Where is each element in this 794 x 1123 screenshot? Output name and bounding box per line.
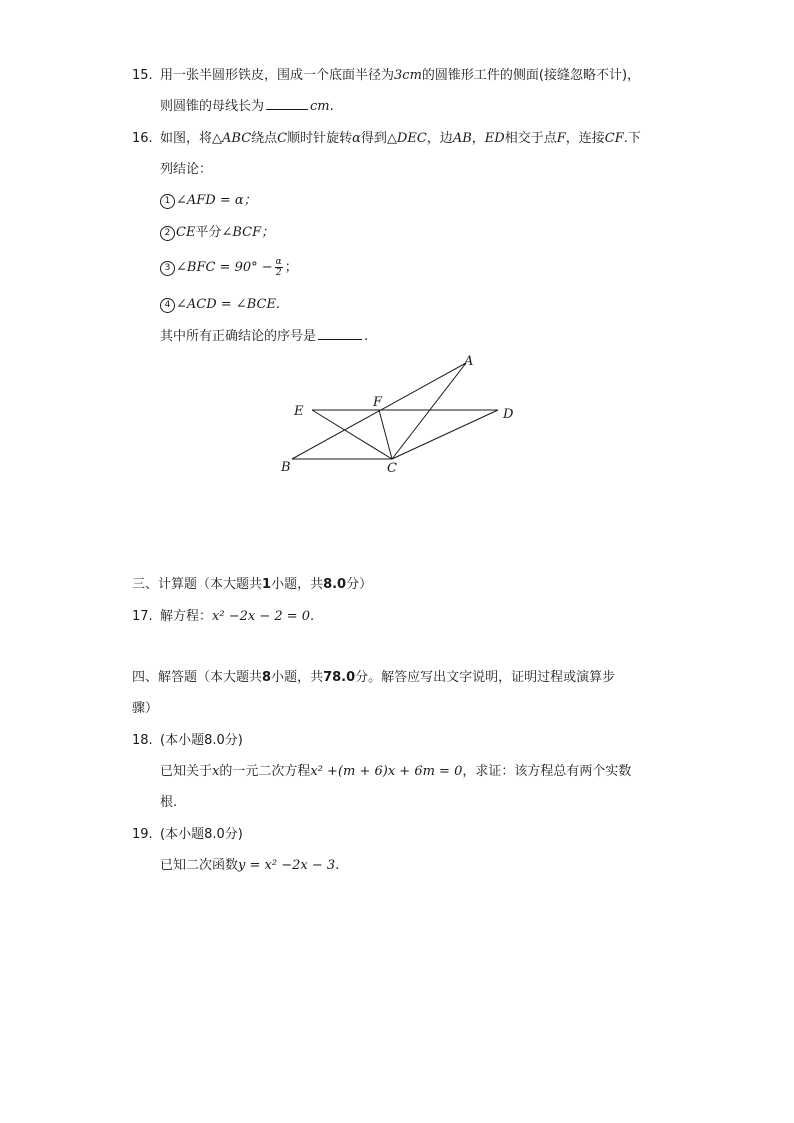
q15-period: . <box>329 99 334 114</box>
q15-text: 用一张半圆形铁皮，围成一个底面半径为 <box>160 68 395 83</box>
circled-number-4: 4 <box>160 298 175 313</box>
q18-number: 18. <box>132 733 153 748</box>
section3-text: 三、计算题（本大题共 <box>132 577 263 592</box>
section-3-heading <box>132 575 372 595</box>
label-e: E <box>294 404 304 419</box>
q16-point-f: F <box>556 131 566 146</box>
q15-radius: 3cm <box>394 68 422 83</box>
q16-item3-end: ； <box>284 260 298 275</box>
q18-points: (本小题8.0分) <box>160 733 243 748</box>
section4-score: 78.0 <box>323 670 356 685</box>
circled-number-3: 3 <box>160 261 175 276</box>
label-c: C <box>387 461 397 476</box>
q16-text: 如图，将 <box>160 131 213 146</box>
q16-comma: ， <box>471 131 485 146</box>
label-b: B <box>281 460 291 475</box>
q16-item4-text: ∠ACD = ∠BCE. <box>176 297 281 312</box>
q19-number: 19. <box>132 827 153 842</box>
q18-line2: 根. <box>160 795 178 810</box>
q15-unit: cm <box>310 99 330 114</box>
q18-text: 已知关于 <box>160 764 213 779</box>
q18-equation: x² +(m + 6)x + 6m = 0 <box>310 764 463 779</box>
q15-number: 15. <box>132 68 153 83</box>
q16-period: . <box>364 329 369 344</box>
q19-line1 <box>160 856 339 876</box>
q16-item1-text: ∠AFD = α； <box>176 193 257 208</box>
section3-text-b: 小题，共 <box>271 577 324 592</box>
section4-text-b: 小题，共 <box>271 670 324 685</box>
section3-score: 8.0 <box>323 577 347 592</box>
q19-equation: y = x² −2x − 3 <box>238 858 336 873</box>
q16-seg-cf: CF <box>604 131 624 146</box>
q16-item2-text: 平分 <box>195 225 222 240</box>
section4-count: 8 <box>262 670 272 685</box>
q19-text: 已知二次函数 <box>160 858 239 873</box>
section3-count: 1 <box>262 577 272 592</box>
q18-line1 <box>160 762 631 782</box>
section4-text: 四、解答题（本大题共 <box>132 670 263 685</box>
q16-item2-ce: CE <box>176 225 196 240</box>
q16-text: ，连接 <box>565 131 605 146</box>
q15-line2-text: 则圆锥的母线长为 <box>160 99 265 114</box>
q18-text-c: ，求证：该方程总有两个实数 <box>462 764 632 779</box>
q17-number: 17. <box>132 609 153 624</box>
q15-text-b: 的圆锥形工件的侧面(接缝忽略不计)， <box>421 68 641 83</box>
frac-numerator: α <box>275 257 282 267</box>
q18-text-b: 的一元二次方程 <box>219 764 311 779</box>
q17-period: . <box>310 609 315 624</box>
q16-triangle-abc: △ABC <box>212 131 252 146</box>
circled-number-2: 2 <box>160 226 175 241</box>
q16-text: .下 <box>623 131 641 146</box>
section4-text-c: 分。解答应写出文字说明，证明过程或演算步 <box>355 670 616 685</box>
q16-alpha: α <box>352 131 361 146</box>
label-a: A <box>464 354 474 369</box>
q17-text: 解方程： <box>160 609 213 624</box>
q16-text: 相交于点 <box>504 131 557 146</box>
q16-seg-ed: ED <box>484 131 505 146</box>
frac-denominator: 2 <box>275 268 282 278</box>
section3-text-c: 分） <box>346 577 373 592</box>
section-4-heading <box>132 668 615 688</box>
section-4-heading-line2: 骤） <box>132 701 159 716</box>
circled-number-1: 1 <box>160 194 175 209</box>
q19-points: (本小题8.0分) <box>160 827 243 842</box>
q16-text: 得到 <box>360 131 387 146</box>
q16-question-text: 其中所有正确结论的序号是 <box>160 329 317 344</box>
segment-dc <box>392 410 498 459</box>
label-f: F <box>373 395 383 410</box>
q16-text: 绕点 <box>251 131 278 146</box>
q16-seg-ab: AB <box>452 131 472 146</box>
q19-period: . <box>335 858 340 873</box>
q16-point-c: C <box>277 131 288 146</box>
q17-line <box>160 607 314 627</box>
q16-line2: 列结论： <box>160 162 213 177</box>
q16-text: 顺时针旋转 <box>287 131 353 146</box>
segment-ec <box>312 410 392 459</box>
q17-equation: x² −2x − 2 = 0 <box>212 609 311 624</box>
q16-triangle-dec: △DEC <box>386 131 427 146</box>
q16-item2-angle: ∠BCF； <box>221 225 275 240</box>
q16-number: 16. <box>132 131 153 146</box>
q16-text: ，边 <box>426 131 453 146</box>
q16-item3-angle: ∠BFC = 90° − <box>176 260 273 275</box>
q18-var: x <box>212 764 220 779</box>
label-d: D <box>503 407 514 422</box>
segment-ac <box>392 363 466 459</box>
